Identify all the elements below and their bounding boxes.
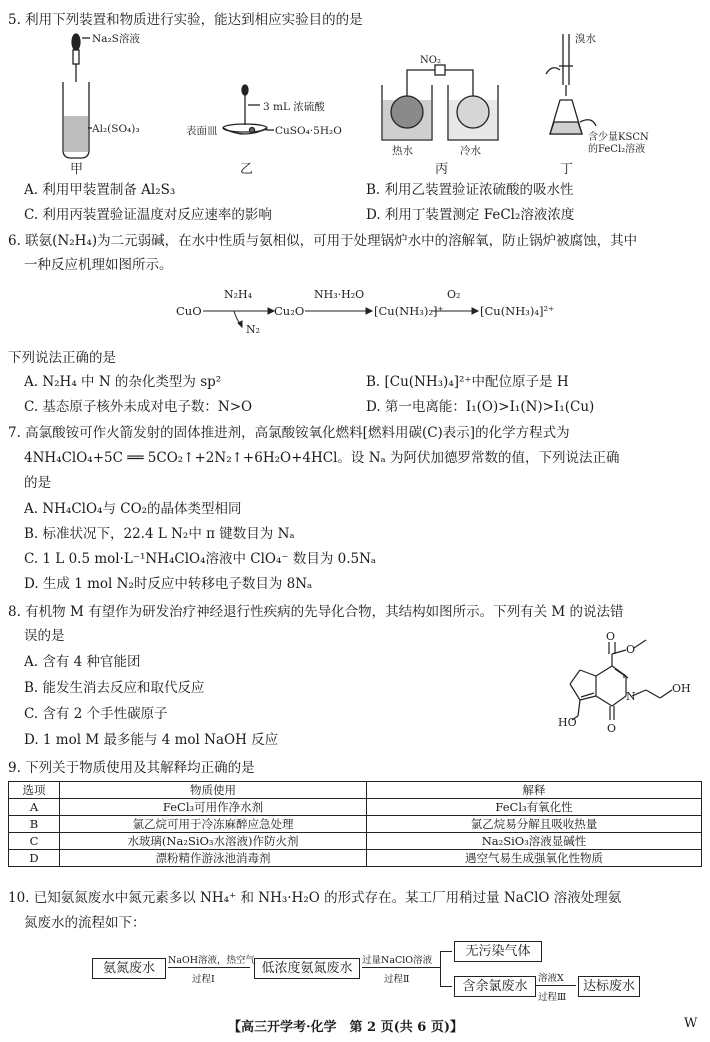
scheme-cu-nh3-2: [Cu(NH₃)₂]⁺	[374, 304, 444, 318]
table-row	[9, 850, 702, 867]
ding-sol1-label: 含少量KSCN	[588, 132, 649, 143]
q5-option-c[interactable]: C. 利用丙装置验证温度对反应速率的影响	[24, 207, 272, 223]
q8-option-c[interactable]: C. 含有 2 个手性碳原子	[24, 706, 168, 722]
scheme-nh3h2o: NH₃·H₂O	[314, 288, 365, 301]
q7-option-a[interactable]: A. NH₄ClO₄与 CO₂的晶体类型相同	[24, 501, 242, 517]
table-row	[9, 816, 702, 833]
table-row	[9, 833, 702, 850]
flow-arrow2-line	[362, 967, 440, 968]
table-header: 物质使用	[60, 782, 367, 799]
scheme-cuo: CuO	[176, 304, 202, 318]
q8-option-d[interactable]: D. 1 mol M 最多能与 4 mol NaOH 反应	[24, 732, 279, 748]
ding-sol2-label: 的FeCl₂溶液	[588, 144, 646, 155]
table-cell: 氯乙烷易分解且吸收热量	[367, 816, 702, 833]
flow-box-low-conc-wastewater: 低浓度氨氮废水	[254, 958, 360, 979]
q6-stem-line1: 6. 联氨(N₂H₄)为二元弱碱，在水中性质与氨相似，可用于处理锅炉水中的溶解氧，防止锅炉被腐蚀，其中	[8, 233, 638, 249]
yi-acid-label: 3 mL 浓硫酸	[263, 101, 325, 113]
table-header: 解释	[367, 782, 702, 799]
flow-arrow3-top: 溶液X	[538, 973, 564, 984]
q5-stem: 5. 利用下列装置和物质进行实验，能达到相应实验目的的是	[8, 12, 363, 28]
bing-cold-label: 冷水	[460, 145, 481, 157]
caption-jia: 甲	[70, 162, 84, 177]
q8-stem-line2: 误的是	[24, 628, 65, 644]
mol-o-ester: O	[626, 643, 636, 656]
mol-n: N	[626, 690, 636, 703]
flow-branch-lower	[440, 986, 452, 987]
q6-prompt: 下列说法正确的是	[8, 350, 116, 366]
q5-option-a[interactable]: A. 利用甲装置制备 Al₂S₃	[24, 182, 176, 198]
table-cell: D	[9, 850, 60, 867]
q8-molecule-structure	[560, 620, 700, 750]
footer-mark: W	[684, 1016, 698, 1031]
scheme-cu-nh3-4: [Cu(NH₃)₄]²⁺	[480, 304, 555, 318]
table-header: 选项	[9, 782, 60, 799]
table-cell: 水玻璃(Na₂SiO₃水溶液)作防火剂	[60, 833, 367, 850]
q10-stem-line2: 氮废水的流程如下：	[24, 915, 146, 931]
q6-reaction-scheme	[170, 278, 570, 334]
flow-branch-line	[440, 951, 441, 986]
flow-box-compliant-water: 达标废水	[578, 976, 640, 997]
scheme-o2: O₂	[447, 288, 461, 301]
flow-box-ammonia-wastewater: 氨氮废水	[92, 958, 166, 979]
table-row	[9, 799, 702, 816]
q5-option-d[interactable]: D. 利用丁装置测定 FeCl₂溶液浓度	[366, 207, 575, 223]
mol-o-amide: O	[607, 722, 617, 735]
q5-option-b[interactable]: B. 利用乙装置验证浓硫酸的吸水性	[366, 182, 574, 198]
q8-option-a[interactable]: A. 含有 4 种官能团	[24, 654, 141, 670]
scheme-n2: N₂	[246, 323, 261, 336]
yi-salt-label: CuSO₄·5H₂O	[275, 125, 342, 137]
jia-solution-label: Al₂(SO₄)₃	[92, 123, 140, 135]
yi-dish-label: 表面皿	[186, 125, 218, 137]
flow-box-residual-chlorine: 含余氯废水	[454, 976, 536, 997]
q8-option-b[interactable]: B. 能发生消去反应和取代反应	[24, 680, 205, 696]
bing-gas-label: NO₂	[420, 55, 441, 66]
table-cell: 氯乙烷可用于冷冻麻醉应急处理	[60, 816, 367, 833]
flow-arrow3-line	[536, 985, 576, 986]
table-header-row	[9, 782, 702, 799]
flow-arrow1-top: NaOH溶液，热空气	[168, 955, 256, 966]
jia-reagent-label: Na₂S溶液	[92, 33, 140, 45]
flow-arrow2-top: 过量NaClO溶液	[362, 955, 433, 966]
q7-option-d[interactable]: D. 生成 1 mol N₂时反应中转移电子数目为 8Nₐ	[24, 576, 313, 592]
table-cell: FeCl₃有氧化性	[367, 799, 702, 816]
apparatus-jia	[63, 34, 92, 158]
page-footer: 【高三开学考·化学 第 2 页(共 6 页)】	[228, 1020, 464, 1035]
flow-arrow1-bottom: 过程Ⅰ	[192, 974, 215, 985]
scheme-n2h4: N₂H₄	[224, 288, 253, 301]
table-cell: 遇空气易生成强氧化性物质	[367, 850, 702, 867]
table-cell: A	[9, 799, 60, 816]
flow-branch-upper	[440, 951, 452, 952]
apparatus-bing	[382, 65, 498, 140]
flow-box-clean-gas: 无污染气体	[454, 941, 542, 962]
q7-option-c[interactable]: C. 1 L 0.5 mol·L⁻¹NH₄ClO₄溶液中 ClO₄⁻ 数目为 0.5Nₐ	[24, 551, 377, 567]
apparatus-ding	[546, 34, 596, 134]
mol-oh: OH	[672, 682, 691, 695]
caption-ding: 丁	[560, 162, 574, 177]
caption-bing: 丙	[435, 162, 449, 177]
table-cell: C	[9, 833, 60, 850]
bing-hot-label: 热水	[392, 145, 413, 157]
q7-stem-line1: 7. 高氯酸铵可作火箭发射的固体推进剂，高氯酸铵氧化燃料[燃料用碳(C)表示]的化学方程式为	[8, 425, 570, 441]
mol-o-carbonyl: O	[606, 630, 616, 643]
mol-ho: HO	[558, 716, 577, 729]
table-cell: 漂粉精作游泳池消毒剂	[60, 850, 367, 867]
q6-option-c[interactable]: C. 基态原子核外未成对电子数：N>O	[24, 399, 253, 415]
q7-option-b[interactable]: B. 标准状况下，22.4 L N₂中 π 键数目为 Nₐ	[24, 526, 295, 542]
table-cell: FeCl₃可用作净水剂	[60, 799, 367, 816]
q10-stem-line1: 10. 已知氨氮废水中氮元素多以 NH₄⁺ 和 NH₃·H₂O 的形式存在。某工厂用稍过量 NaClO 溶液处理氨	[8, 890, 622, 906]
caption-yi: 乙	[240, 162, 254, 177]
q6-stem-line2: 一种反应机理如图所示。	[24, 257, 173, 273]
ding-reagent-label: 溴水	[575, 33, 596, 45]
flow-arrow2-bottom: 过程Ⅱ	[384, 974, 410, 985]
q9-table	[8, 781, 702, 867]
q6-option-a[interactable]: A. N₂H₄ 中 N 的杂化类型为 sp²	[24, 374, 222, 390]
q5-apparatus-figure	[40, 30, 680, 178]
flow-arrow3-bottom: 过程Ⅲ	[538, 992, 567, 1003]
flow-arrow1-line	[168, 967, 250, 968]
table-cell: Na₂SiO₃溶液显碱性	[367, 833, 702, 850]
q7-stem-line3: 的是	[24, 475, 51, 491]
q6-option-b[interactable]: B. [Cu(NH₃)₄]²⁺中配位原子是 H	[366, 374, 569, 390]
q8-stem-line1: 8. 有机物 M 有望作为研发治疗神经退行性疾病的先导化合物，其结构如图所示。下列有关 M 的说法错	[8, 604, 624, 620]
scheme-cu2o: Cu₂O	[274, 304, 305, 318]
q9-stem: 9. 下列关于物质使用及其解释均正确的是	[8, 760, 255, 776]
q7-stem-line2: 4NH₄ClO₄+5C ══ 5CO₂↑+2N₂↑+6H₂O+4HCl。设 Nₐ 为阿伏加德罗常数的值，下列说法正确	[24, 450, 620, 466]
table-cell: B	[9, 816, 60, 833]
q6-option-d[interactable]: D. 第一电离能：I₁(O)>I₁(N)>I₁(Cu)	[366, 399, 595, 415]
